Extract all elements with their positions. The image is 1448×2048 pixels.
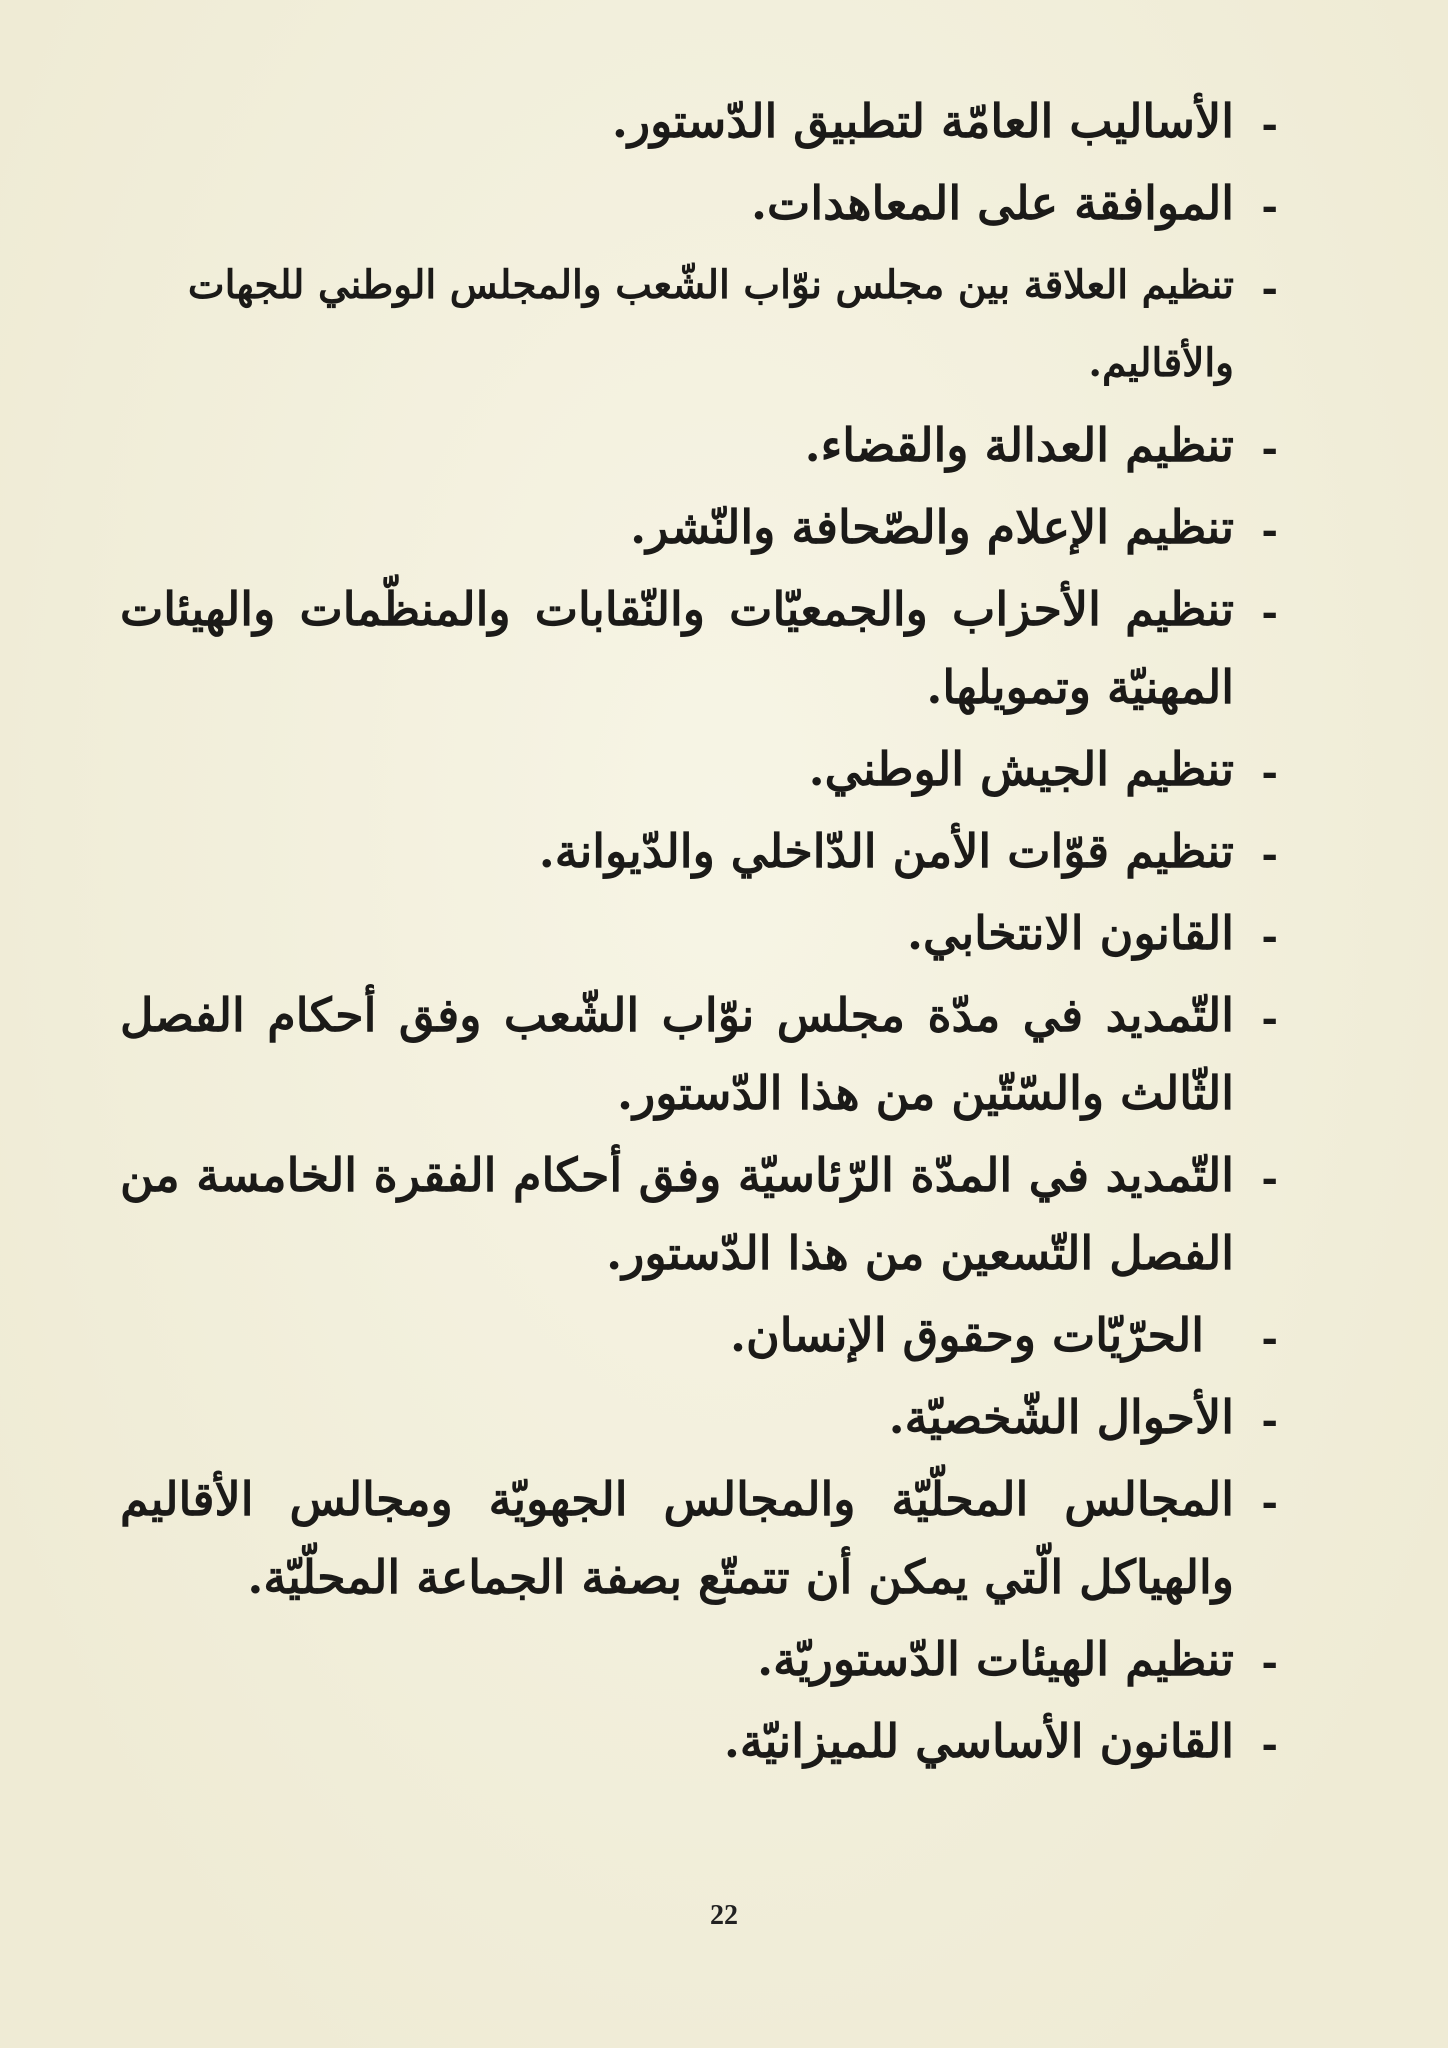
list-bullet: - [1261,913,1278,960]
list-item-text: تنظيم الأحزاب والجمعيّات والنّقابات والمنظّمات والهيئات المهنيّة وتمويلها. [120,582,1234,714]
list-bullet: - [1261,507,1278,554]
list-item [120,744,1278,808]
list-bullet: - [1261,749,1278,796]
list-item [120,1150,1278,1292]
list-bullet: - [1261,995,1278,1042]
list-bullet: - [1261,1721,1278,1768]
page-number: 22 [710,1900,738,1931]
list-item [120,1716,1278,1780]
list-item [120,990,1278,1132]
list-bullet: - [1261,1639,1278,1686]
list-item [120,1392,1278,1456]
list-item [120,1474,1278,1616]
list-bullet: - [1261,1479,1278,1526]
list-item-text: تنظيم قوّات الأمن الدّاخلي والدّيوانة. [538,824,1234,878]
list-of-items [120,96,1278,1798]
list-item [120,260,1278,402]
list-bullet: - [1261,1155,1278,1202]
list-item-text: تنظيم الهيئات الدّستوريّة. [757,1632,1234,1686]
list-item [120,1310,1278,1374]
list-item [120,420,1278,484]
list-item-text: المجالس المحلّيّة والمجالس الجهويّة ومجالس الأقاليم والهياكل الّتي يمكن أن تتمتّع بصفة الجماعة المحلّيّة. [120,1472,1234,1604]
list-bullet: - [1261,589,1278,636]
list-item-text: تنظيم العدالة والقضاء. [804,418,1234,472]
list-bullet: - [1261,183,1278,230]
list-item-text: تنظيم الجيش الوطني. [808,742,1234,796]
list-item-text: التّمديد في المدّة الرّئاسيّة وفق أحكام الفقرة الخامسة من الفصل التّسعين من هذا الدّستور. [120,1148,1234,1280]
list-item [120,908,1278,972]
list-bullet: - [1261,425,1278,472]
list-item-text: الحرّيّات وحقوق الإنسان. [729,1308,1204,1362]
list-item [120,584,1278,726]
list-bullet: - [1261,101,1278,148]
list-item-text: تنظيم الإعلام والصّحافة والنّشر. [630,500,1234,554]
list-item-text: تنظيم العلاقة بين مجلس نوّاب الشّعب والمجلس الوطني للجهات والأقاليم. [187,262,1234,386]
list-item [120,826,1278,890]
list-item [120,502,1278,566]
list-bullet: - [1261,831,1278,878]
list-item-text: الأحوال الشّخصيّة. [888,1390,1234,1444]
list-item-text: الأساليب العامّة لتطبيق الدّستور. [611,94,1234,148]
list-bullet: - [1261,265,1278,312]
list-item [120,178,1278,242]
list-item-text: القانون الأساسي للميزانيّة. [723,1714,1234,1768]
list-item-text: القانون الانتخابي. [906,906,1234,960]
list-bullet: - [1261,1315,1278,1362]
list-item [120,96,1278,160]
list-item [120,1634,1278,1698]
list-item-text: الموافقة على المعاهدات. [751,176,1234,230]
list-bullet: - [1261,1397,1278,1444]
list-item-text: التّمديد في مدّة مجلس نوّاب الشّعب وفق أحكام الفصل الثّالث والسّتّين من هذا الدّستور. [120,988,1234,1120]
